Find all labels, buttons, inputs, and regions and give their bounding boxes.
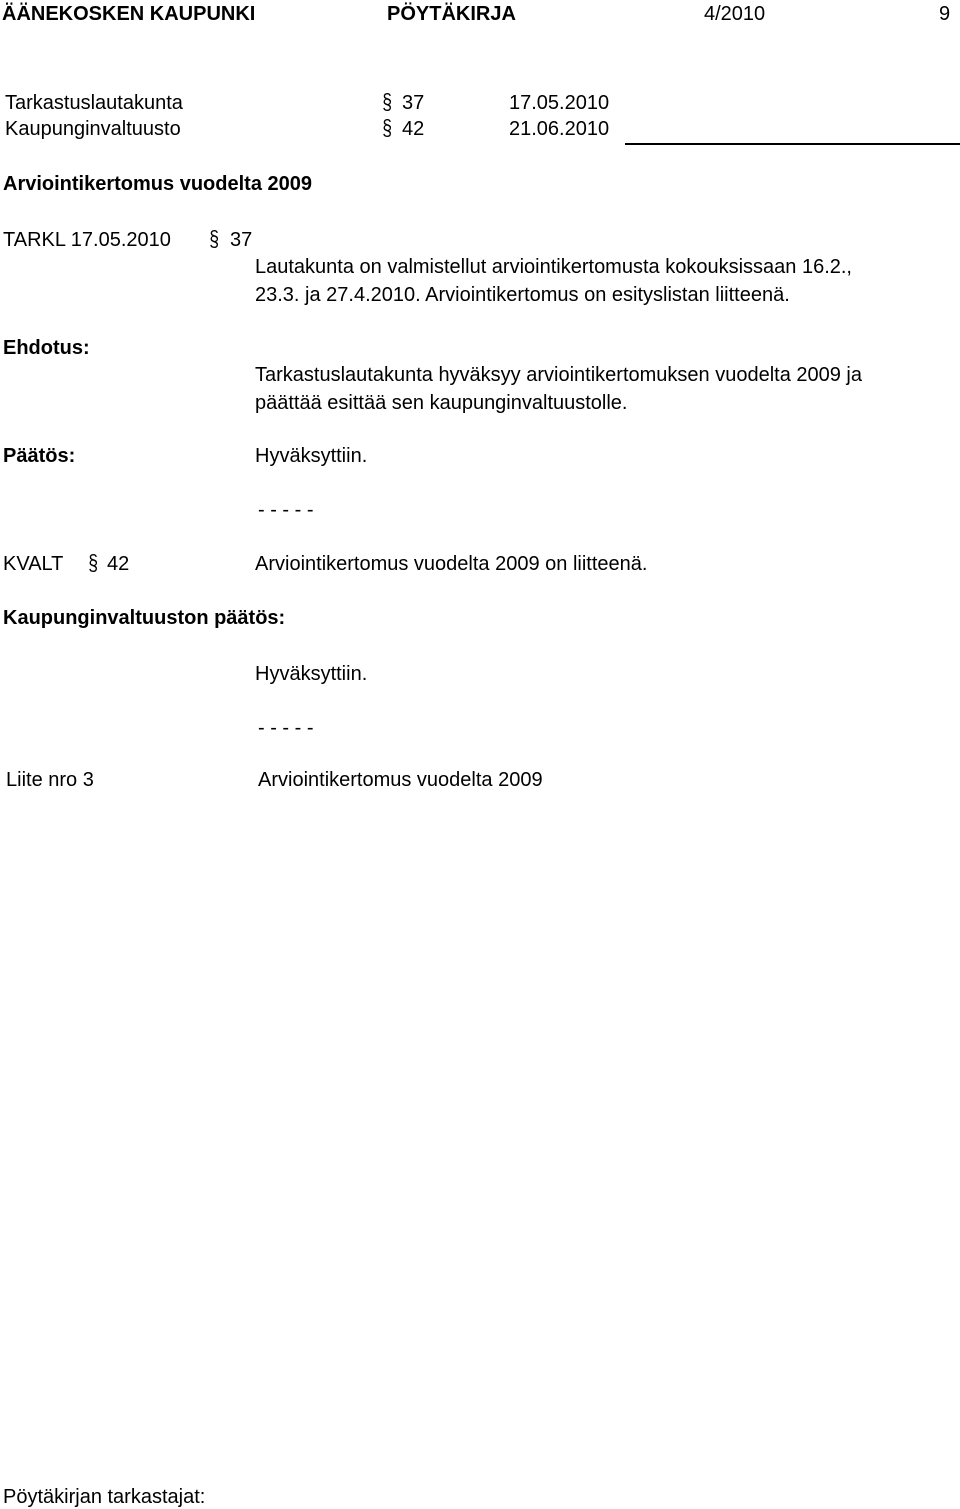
meeting-body-1: Tarkastuslautakunta	[5, 92, 183, 114]
kvalt-decision-text: Hyväksyttiin.	[255, 663, 368, 685]
tarkl-decision-text: Hyväksyttiin.	[255, 445, 368, 467]
tarkl-proposal-line-2: päättää esittää sen kaupunginvaltuustolle.	[255, 392, 628, 414]
meeting-section-symbol-1: §	[382, 89, 393, 114]
tarkl-proposal-line-1: Tarkastuslautakunta hyväksyy arviointikertomuksen vuodelta 2009 ja	[255, 364, 862, 386]
meeting-section-1: 37	[402, 92, 425, 114]
meeting-section-2: 42	[402, 118, 425, 140]
header-doc-type: PÖYTÄKIRJA	[387, 3, 516, 25]
tarkl-intro-line-2: 23.3. ja 27.4.2010. Arviointikertomus on esityslistan liitteenä.	[255, 284, 790, 306]
meeting-body-2: Kaupunginvaltuusto	[5, 118, 181, 140]
kvalt-section-symbol: §	[88, 550, 99, 575]
kvalt-ref-label: KVALT	[3, 553, 64, 575]
reviewers-label: Pöytäkirjan tarkastajat:	[3, 1486, 206, 1508]
header-organization: ÄÄNEKOSKEN KAUPUNKI	[2, 3, 256, 25]
header-page-number: 9	[939, 3, 951, 25]
attachment-title: Arviointikertomus vuodelta 2009	[258, 769, 543, 791]
attachment-label: Liite nro 3	[6, 769, 94, 791]
kvalt-section: 42	[107, 553, 130, 575]
tarkl-separator: - - - - -	[258, 499, 314, 521]
header-rule	[625, 143, 960, 145]
tarkl-section-symbol: §	[209, 226, 220, 251]
tarkl-decision-label: Päätös:	[3, 445, 76, 467]
tarkl-intro-line-1: Lautakunta on valmistellut arviointikertomusta kokouksissaan 16.2.,	[255, 256, 852, 278]
meeting-date-2: 21.06.2010	[509, 118, 610, 140]
tarkl-proposal-label: Ehdotus:	[3, 337, 90, 359]
meeting-date-1: 17.05.2010	[509, 92, 610, 114]
tarkl-ref-label: TARKL 17.05.2010	[3, 229, 171, 251]
header-doc-number: 4/2010	[704, 3, 766, 25]
kvalt-separator: - - - - -	[258, 717, 314, 739]
meeting-section-symbol-2: §	[382, 115, 393, 140]
kvalt-text: Arviointikertomus vuodelta 2009 on liitteenä.	[255, 553, 648, 575]
topic-title: Arviointikertomus vuodelta 2009	[3, 173, 312, 195]
kvalt-decision-label: Kaupunginvaltuuston päätös:	[3, 607, 286, 629]
tarkl-section: 37	[230, 229, 253, 251]
